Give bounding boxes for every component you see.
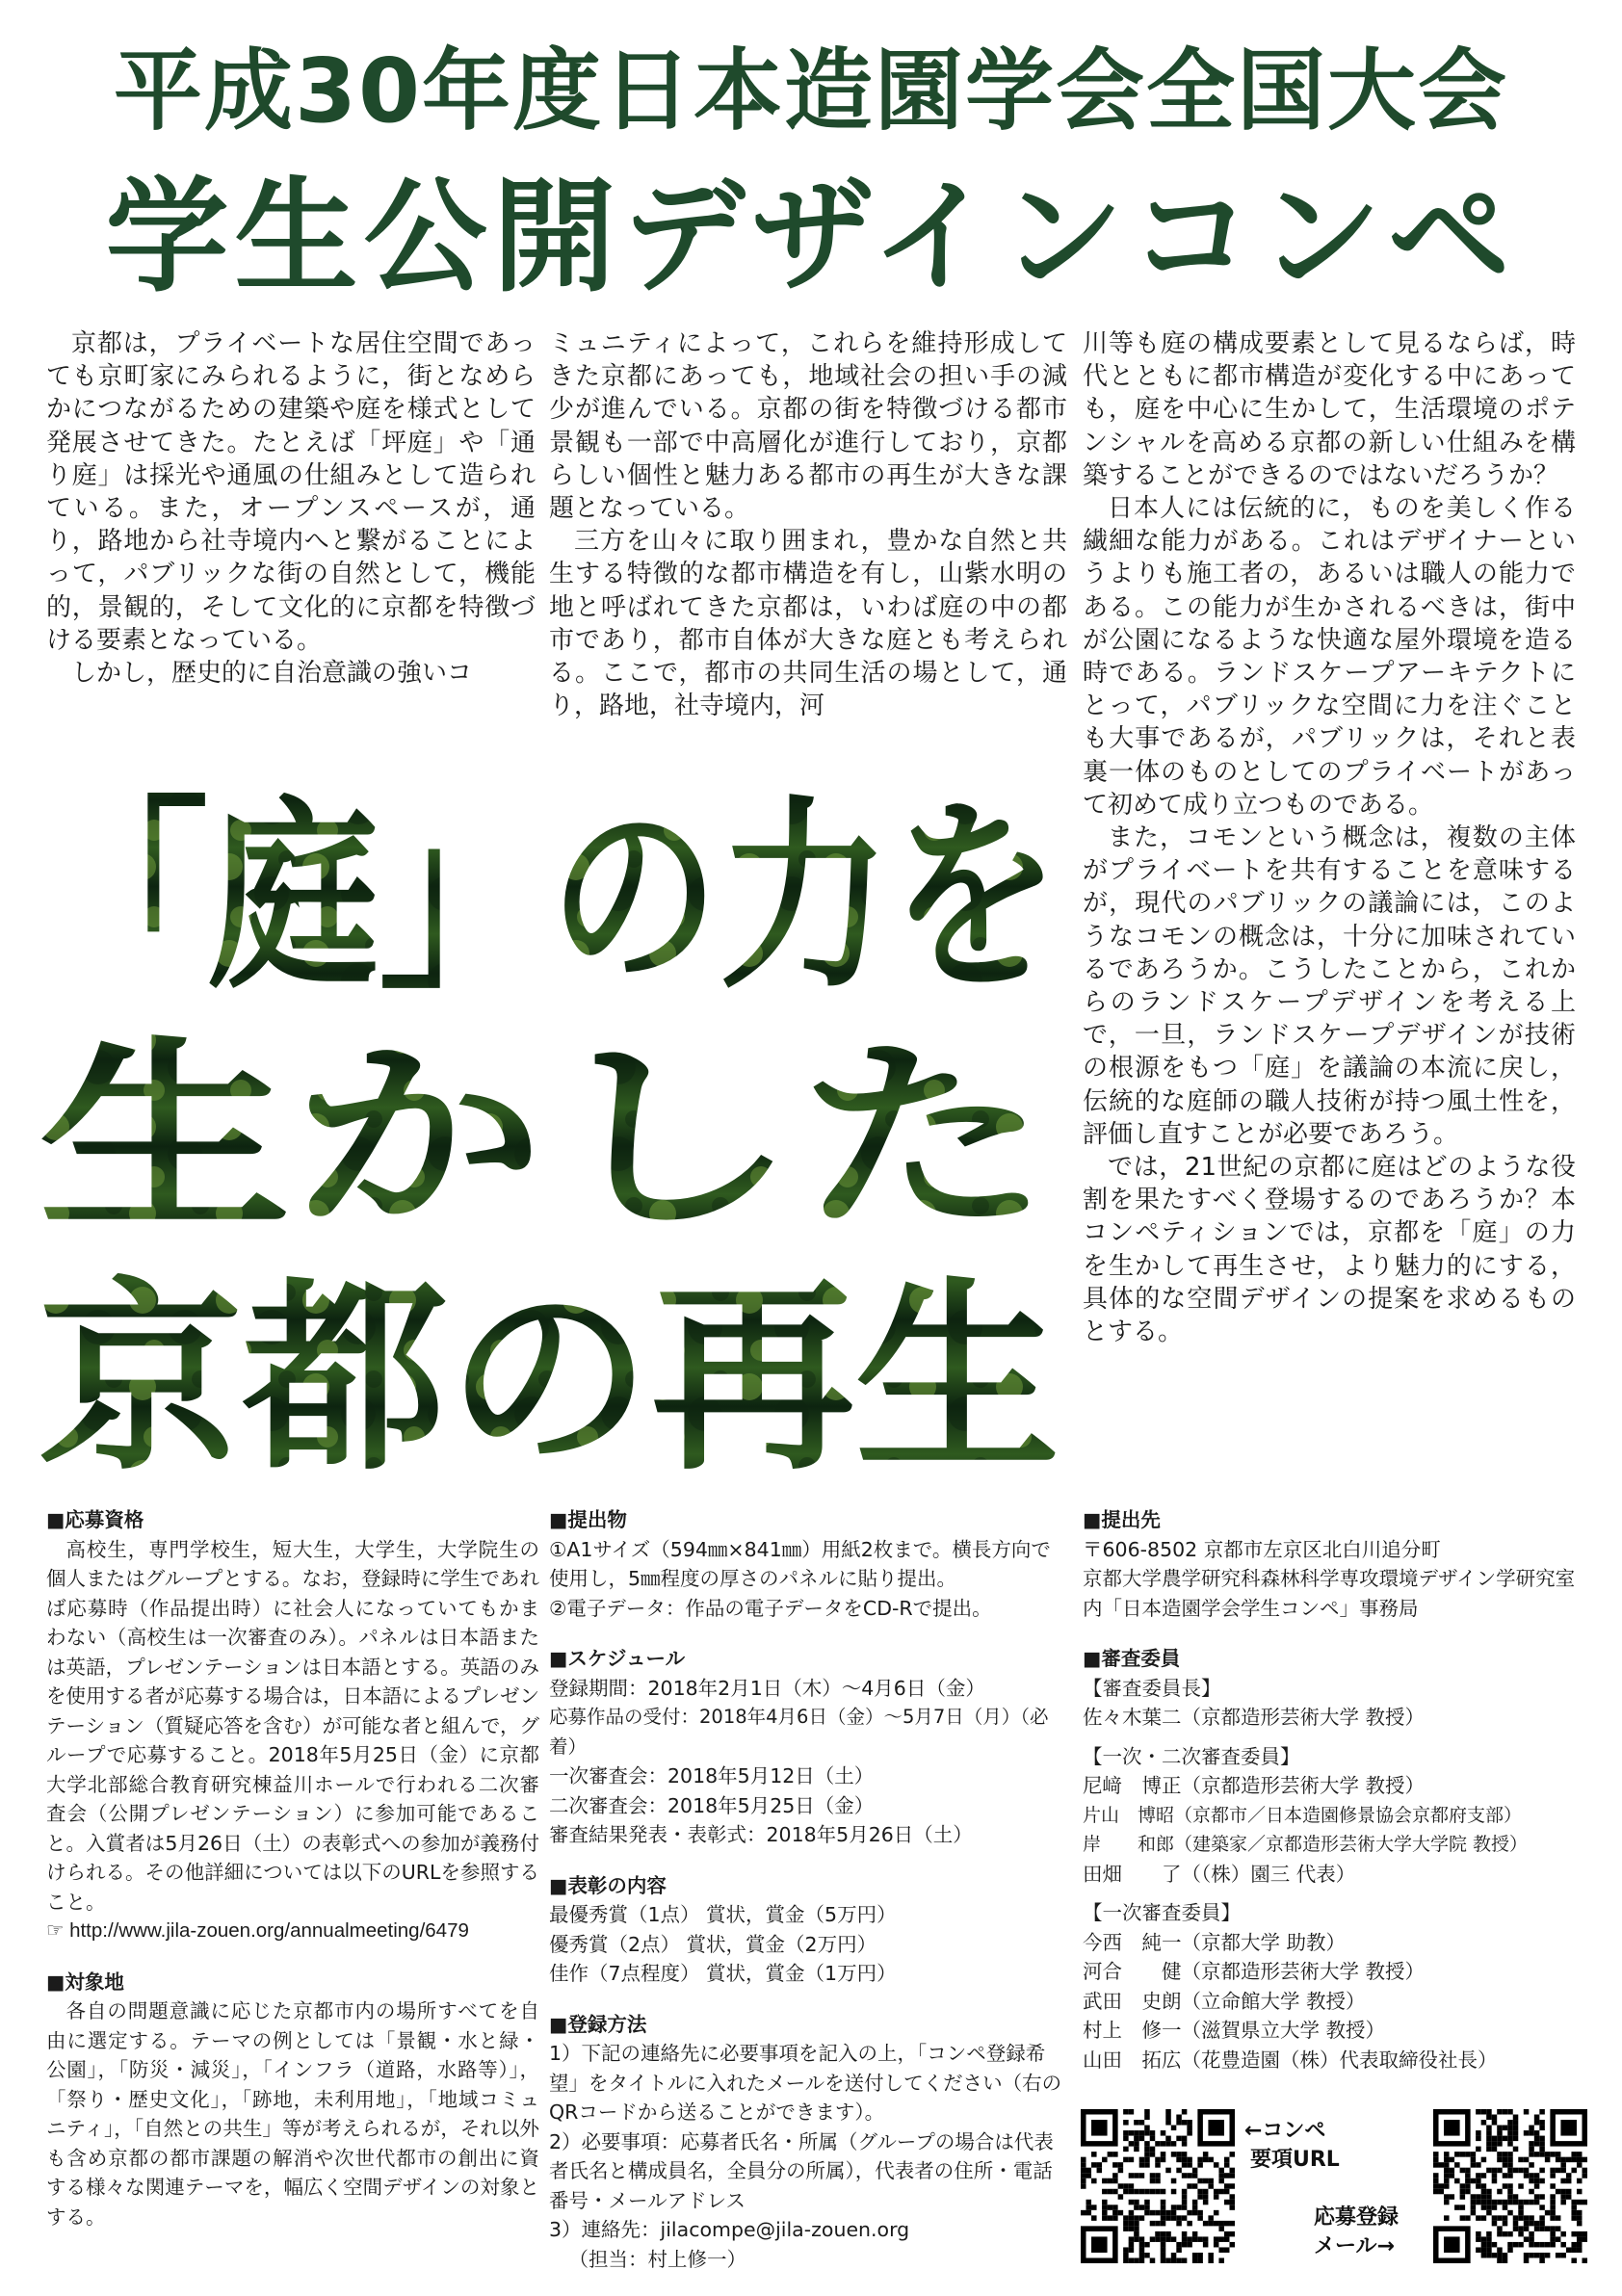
site-body: 各自の問題意識に応じた京都市内の場所すべてを自由に選定する。テーマの例としては「景観・水と緑・公園」，「防災・減災」，「インフラ（道路，水路等）」，「祭り・歴史文化」，「跡地，未利用地」，「地域コミュニティ」，「自然との共生」等が考えられるが，それ以外も含め京都の都市課題の解消や次世代都市の創出に資する様々な関連テーマを，幅広く空間デザインの対象とする。 bbox=[46, 1999, 539, 2229]
jury-member: 山田 拓広（花豊造園（株）代表取締役社長） bbox=[1083, 2048, 1498, 2072]
left-info-column bbox=[46, 1505, 539, 2231]
submission-item: ①A1サイズ（594㎜×841㎜）用紙2枚まで。横長方向で使用し，5㎜程度の厚さのパネルに貼り提出。 bbox=[549, 1537, 1051, 1590]
intro-column-3 bbox=[1083, 327, 1576, 1348]
eligibility-body: 高校生，専門学校生，短大生，大学生，大学院生の個人またはグループとする。なお，登録時に学生であれば応募時（作品提出時）に社会人になっていてもかまわない（高校生は一次審査のみ）。パネルは日本語または英語，プレゼンテーションは日本語とする。英語のみを使用する者が応募する場合は，日本語によるプレゼンテーション（質疑応答を含む）が可能な者と組んで，グループで応募すること。2018年5月25日（金）に京都大学北部総合教育研究棟益川ホールで行われる二次審査会（公開プレゼンテーション）に参加可能であること。入賞者は5月26日（土）の表彰式への参加が義務付けられる。その他詳細については以下のURLを参照すること。 bbox=[46, 1537, 539, 1914]
headline-line-1: 「庭」の力を bbox=[39, 778, 1060, 1016]
qr-label-line: 応募登録 bbox=[1314, 2205, 1400, 2230]
jury-member: 岸 和郎（建築家／京都造形芸術大学大学院 教授） bbox=[1083, 1834, 1529, 1855]
guidelines-qr-code[interactable] bbox=[1081, 2109, 1235, 2263]
jury-member: 佐々木葉二（京都造形芸術大学 教授） bbox=[1083, 1706, 1426, 1729]
jury-member: 田畑 了（（株）園三 代表） bbox=[1083, 1862, 1356, 1886]
registration-qr-label bbox=[1314, 2204, 1399, 2261]
jury-member: 尼﨑 博正（京都造形芸術大学 教授） bbox=[1083, 1774, 1426, 1797]
submission-item: ②電子データ：作品の電子データをCD-Rで提出。 bbox=[549, 1596, 992, 1620]
schedule-item: 二次審査会：2018年5月25日（金） bbox=[549, 1793, 875, 1817]
jury-member: 村上 修一（滋賀県立大学 教授） bbox=[1083, 2019, 1386, 2042]
jury-first-second-heading: 【一次・二次審査委員】 bbox=[1083, 1744, 1300, 1768]
qr-label-line: メール→ bbox=[1314, 2234, 1395, 2258]
jury-member: 河合 健（京都造形芸術大学 教授） bbox=[1083, 1960, 1426, 1983]
award-item: 最優秀賞（1点） 賞状，賞金（5万円） bbox=[549, 1903, 897, 1926]
right-info-column bbox=[1083, 1505, 1583, 2074]
schedule-item: 審査結果発表・表彰式：2018年5月26日（土） bbox=[549, 1823, 973, 1846]
jury-member: 片山 博昭（京都市／日本造園修景協会京都府支部） bbox=[1083, 1804, 1523, 1826]
intro-paragraph: 京都は，プライベートな居住空間であっても京町家にみられるように，街となめらかにつながるための建築や庭を様式として発展させてきた。たとえば「坪庭」や「通り庭」は採光や通風の仕組みとして造られている。また，オープンスペースが，通り，路地から社寺境内へと繋がることによって，パブリックな街の自然として，機能的，景観的，そして文化的に京都を特徴づける要素となっている。 bbox=[46, 329, 536, 655]
awards-heading: ■表彰の内容 bbox=[549, 1873, 667, 1897]
award-item: 優秀賞（2点） 賞状，賞金（2万円） bbox=[549, 1932, 877, 1956]
details-link[interactable]: ☞ http://www.jila-zouen.org/annualmeeting/6479 bbox=[46, 1919, 469, 1942]
schedule-item: 一次審査会：2018年5月12日（土） bbox=[549, 1764, 875, 1787]
headline-line-3: 京都の再生 bbox=[39, 1260, 1060, 1474]
intro-paragraph: また，コモンという概念は，複数の主体がプライベートを共有することを意味するが，現代のパブリックの議論には，このようなコモンの概念は，十分に加味されているであろうか。こうしたことから，これからのランドスケープデザインを考える上で，一旦，ランドスケープデザインが技術の根源をもつ「庭」を議論の本流に戻し，伝統的な庭師の職人技術が持つ風土性を，評価し直すことが必要であろう。 bbox=[1083, 823, 1576, 1149]
award-item: 佳作（7点程度） 賞状，賞金（1万円） bbox=[549, 1962, 897, 1985]
eligibility-heading: ■応募資格 bbox=[46, 1508, 144, 1531]
intro-paragraph: 川等も庭の構成要素として見るならば，時代とともに都市構造が変化する中にあっても，庭を中心に生かして，生活環境のポテンシャルを高める京都の新しい仕組みを構築することができるのではないだろうか？ bbox=[1083, 329, 1576, 490]
intro-paragraph: 日本人には伝統的に，ものを美しく作る繊細な能力がある。これはデザイナーというよりも施工者の，あるいは職人の能力である。この能力が生かされるべきは，街中が公園になるような快適な屋外環境を造る時である。ランドスケープアーキテクトにとって，パブリックな空間に力を注ぐことも大事であるが，パブリックは，それと表裏一体のものとしてのプライベートがあって初めて成り立つものである。 bbox=[1083, 494, 1576, 820]
intro-paragraph: しかし，歴史的に自治意識の強いコ bbox=[71, 659, 473, 689]
intro-paragraph: 三方を山々に取り囲まれ，豊かな自然と共生する特徴的な都市構造を有し，山紫水明の地と呼ばれてきた京都は，いわば庭の中の都市であり，都市自体が大きな庭とも考えられる。ここで，都市の共同生活の場として，通り，路地，社寺境内，河 bbox=[549, 527, 1067, 721]
intro-column-1 bbox=[46, 327, 536, 690]
middle-info-column bbox=[549, 1505, 1069, 2274]
guidelines-qr-label bbox=[1244, 2117, 1340, 2175]
registration-item: 2）必要事項：応募者氏名・所属（グループの場合は代表者氏名と構成員名，全員分の所属），代表者の住所・電話番号・メールアドレス bbox=[549, 2129, 1054, 2212]
event-title: 平成30年度日本造園学会全国大会 bbox=[113, 39, 1509, 143]
intro-paragraph: では，21世紀の京都に庭はどのような役割を果たすべく登場するのであろうか？本コンペティションでは，京都を「庭」の力を生かして再生させ，より魅力的にする，具体的な空間デザインの提案を求めるものとする。 bbox=[1083, 1153, 1576, 1347]
jury-member: 今西 純一（京都大学 助教） bbox=[1083, 1930, 1347, 1954]
jury-first-heading: 【一次審査委員】 bbox=[1083, 1901, 1241, 1924]
jury-heading: ■審査委員 bbox=[1083, 1647, 1181, 1670]
address-line: 〒606-8502 京都市左京区北白川追分町 bbox=[1083, 1537, 1441, 1561]
qr-label-line: 要項URL bbox=[1250, 2148, 1340, 2172]
registration-qr-code[interactable] bbox=[1433, 2109, 1587, 2263]
jury-member: 武田 史朗（立命館大学 教授） bbox=[1083, 1989, 1366, 2013]
submission-heading: ■提出物 bbox=[549, 1508, 627, 1531]
intro-column-2 bbox=[549, 327, 1067, 722]
schedule-item: 登録期間：2018年2月1日（木）～4月6日（金） bbox=[549, 1676, 985, 1700]
headline-graphic bbox=[39, 761, 1088, 1474]
contact-email[interactable]: 3）連絡先：jilacompe@jila-zouen.org bbox=[549, 2218, 910, 2241]
schedule-item: 応募作品の受付：2018年4月6日（金）～5月7日（月）（必着） bbox=[549, 1706, 1049, 1758]
qr-label-line: ←コンペ bbox=[1244, 2119, 1326, 2143]
contact-person: （担当：村上修一） bbox=[568, 2247, 746, 2271]
address-heading: ■提出先 bbox=[1083, 1508, 1161, 1531]
site-heading: ■対象地 bbox=[46, 1970, 124, 1994]
headline-line-2: 生かした bbox=[39, 1019, 1050, 1257]
intro-paragraph: ミュニティによって，これらを維持形成してきた京都にあっても，地域社会の担い手の減少が進んでいる。京都の街を特徴づける都市景観も一部で中高層化が進行しており，京都らしい個性と魅力ある都市の再生が大きな課題となっている。 bbox=[549, 329, 1067, 524]
schedule-heading: ■スケジュール bbox=[549, 1647, 686, 1670]
address-line: 京都大学農学研究科森林科学専攻環境デザイン学研究室内「日本造園学会学生コンペ」事務局 bbox=[1083, 1567, 1576, 1620]
registration-item: 1）下記の連絡先に必要事項を記入の上，「コンペ登録希望」をタイトルに入れたメールを送付してください（右のQRコードから送ることができます）。 bbox=[549, 2042, 1062, 2124]
jury-chair-heading: 【審査委員長】 bbox=[1083, 1676, 1221, 1700]
competition-title: 学生公開デザインコンペ bbox=[105, 166, 1517, 309]
registration-heading: ■登録方法 bbox=[549, 2012, 647, 2036]
